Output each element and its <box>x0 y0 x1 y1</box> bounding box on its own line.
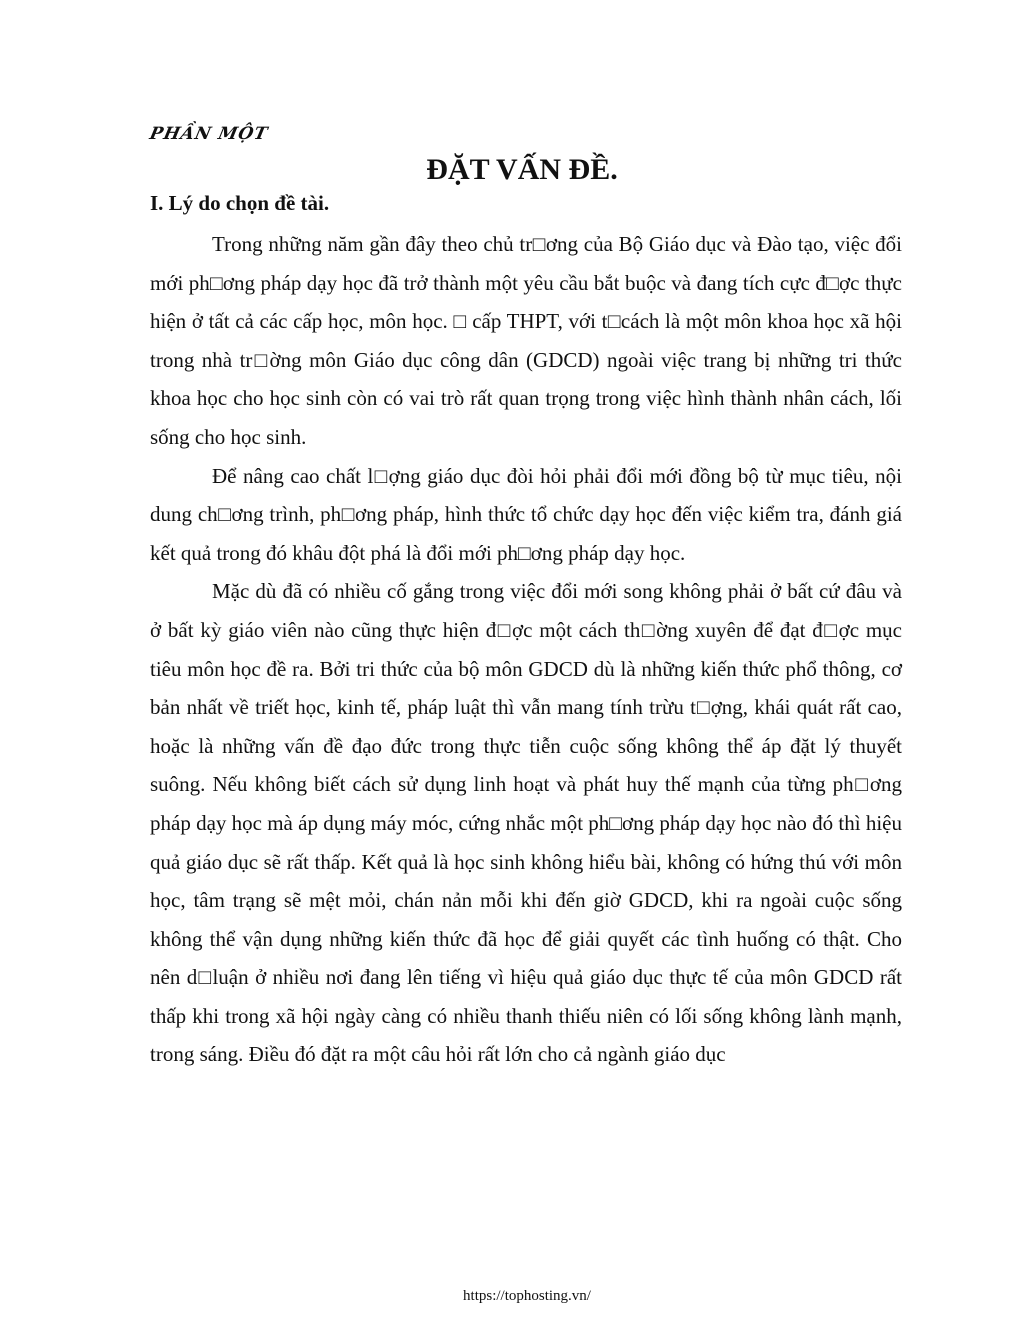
body-text <box>150 225 902 1074</box>
paragraph: Để nâng cao chất l□ợng giáo dục đòi hỏi phải đổi mới đồng bộ từ mục tiêu, nội dung ch□ơng trình, ph□ơng pháp, hình thức tổ chức dạy học đến việc kiểm tra, đánh giá kết quả trong đó khâu đột phá là đổi mới ph□ơng pháp dạy học. <box>150 463 902 565</box>
section-heading: I. Lý do chọn đề tài. <box>150 191 330 215</box>
paragraph: Mặc dù đã có nhiều cố gắng trong việc đổi mới song không phải ở bất cứ đâu và ở bất kỳ giáo viên nào cũng thực hiện đ□ợc một cách th□ờng xuyên để đạt đ□ợc mục tiêu môn học đề ra. Bởi tri thức của bộ môn GDCD dù là những kiến thức phổ thông, cơ bản nhất về triết học, kinh tế, pháp luật thì vẫn mang tính trừu t□ợng, khái quát rất cao, hoặc là những vấn đề đạo đức trong thực tiễn cuộc sống không thể áp đặt lý thuyết suông. Nếu không biết cách sử dụng linh hoạt và phát huy thế mạnh của từng ph□ơng pháp dạy học mà áp dụng máy móc, cứng nhắc một ph□ơng pháp dạy học nào đó thì hiệu quả giáo dục sẽ rất thấp. Kết quả là học sinh không hiểu bài, không có hứng thú với môn học, tâm trạng sẽ mệt mỏi, chán nản mỗi khi đến giờ GDCD, khi ra ngoài cuộc sống không thể vận dụng những kiến thức đã học để giải quyết các tình huống có thật. Cho nên d□luận ở nhiều nơi đang lên tiếng vì hiệu quả giáo dục thực tế của môn GDCD rất thấp khi trong xã hội ngày càng có nhiều thanh thiếu niên có lối sống không lành mạnh, trong sáng. Điều đó đặt ra một câu hỏi rất lớn cho cả ngành giáo dục <box>150 579 902 1067</box>
paragraph: Trong những năm gần đây theo chủ tr□ơng của Bộ Giáo dục và Đào tạo, việc đổi mới ph□ơng pháp dạy học đã trở thành một yêu cầu bắt buộc và đang tích cực đ□ợc thực hiện ở tất cả các cấp học, môn học. □ cấp THPT, với t□cách là một môn khoa học xã hội trong nhà tr□ờng môn Giáo dục công dân (GDCD) ngoài việc trang bị những tri thức khoa học cho học sinh còn có vai trò rất quan trọng trong việc hình thành nhân cách, lối sống cho học sinh. <box>150 232 902 449</box>
footer-url: https://tophosting.vn/ <box>463 1288 591 1304</box>
part-label: PHẦN MỘT <box>147 124 270 144</box>
page-title: ĐẶT VẤN ĐỀ. <box>426 153 618 186</box>
